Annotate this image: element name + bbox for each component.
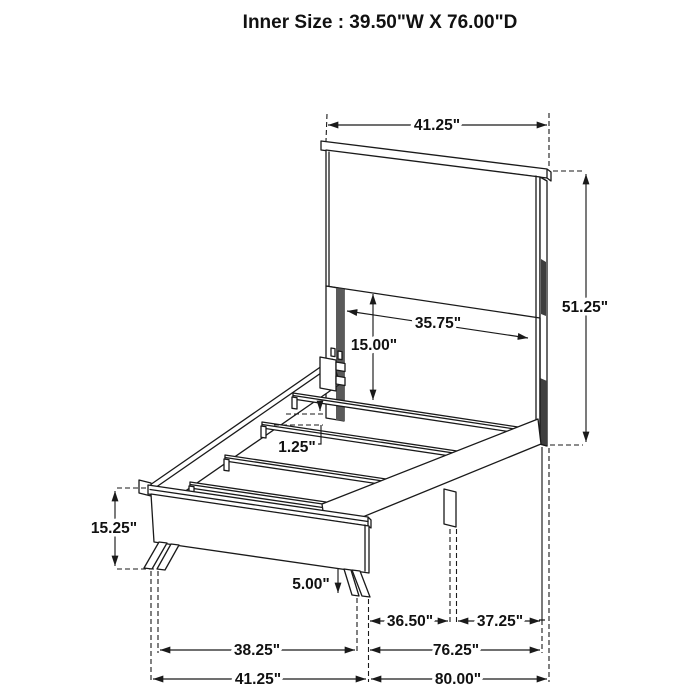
bracket-plate bbox=[320, 357, 336, 391]
dim-headboard-height-label: 51.25" bbox=[561, 299, 609, 316]
headboard-leg-projection-line bbox=[539, 447, 545, 620]
dim-footboard-to-center-leg-label: 36.50" bbox=[386, 613, 434, 630]
page-title: Inner Size : 39.50"W X 76.00"D bbox=[242, 12, 518, 33]
slat-1-hook bbox=[292, 397, 297, 409]
dim-footboard-leg-spread-label: 38.25" bbox=[233, 642, 281, 659]
dim-inner-width bbox=[347, 311, 528, 338]
dim-headboard-bottom-to-slat bbox=[351, 294, 397, 400]
rail-bracket bbox=[320, 348, 345, 391]
dim-center-leg-to-headboard bbox=[458, 613, 540, 630]
slat-3 bbox=[224, 455, 386, 485]
support-leg-block bbox=[444, 489, 456, 527]
center-support-leg bbox=[444, 489, 456, 527]
dim-center-leg-to-headboard-label: 37.25" bbox=[476, 613, 524, 630]
dim-headboard-width bbox=[328, 117, 547, 134]
slat-2-hook bbox=[261, 426, 266, 438]
headboard-side-shade-upper bbox=[541, 259, 546, 316]
dim-footboard-to-center-leg bbox=[370, 613, 448, 630]
dim-headboard-height bbox=[562, 174, 608, 442]
dim-overall-depth bbox=[371, 671, 547, 688]
dim-headboard-bottom-to-slat-label: 15.00" bbox=[350, 337, 398, 354]
headboard bbox=[321, 141, 551, 446]
slat-3-hook bbox=[224, 459, 229, 471]
dim-inner-width-label: 35.75" bbox=[414, 315, 462, 332]
dim-footboard-width bbox=[153, 671, 366, 688]
dim-footboard-height-label: 15.25" bbox=[90, 520, 138, 537]
dim-footboard-width-label: 41.25" bbox=[234, 671, 282, 688]
dim-headboard-width-label: 41.25" bbox=[413, 117, 461, 134]
dim-leg-height-label: 5.00" bbox=[292, 576, 330, 593]
dim-overall-depth-label: 80.00" bbox=[434, 671, 482, 688]
dim-leg-height bbox=[292, 568, 338, 593]
headboard-panel bbox=[326, 150, 540, 318]
bracket-hook-lower bbox=[336, 376, 345, 386]
headboard-side-shade-leg bbox=[540, 378, 547, 446]
dim-slat-thickness-label: 1.25" bbox=[278, 439, 316, 456]
bed-drawing bbox=[139, 141, 551, 597]
bracket-hook-upper bbox=[336, 362, 345, 372]
dim-footboard-leg-spread bbox=[160, 642, 355, 659]
dim-footboard-height bbox=[91, 491, 137, 566]
dim-side-rail-length-label: 76.25" bbox=[432, 642, 480, 659]
dim-side-rail-length bbox=[370, 642, 540, 659]
